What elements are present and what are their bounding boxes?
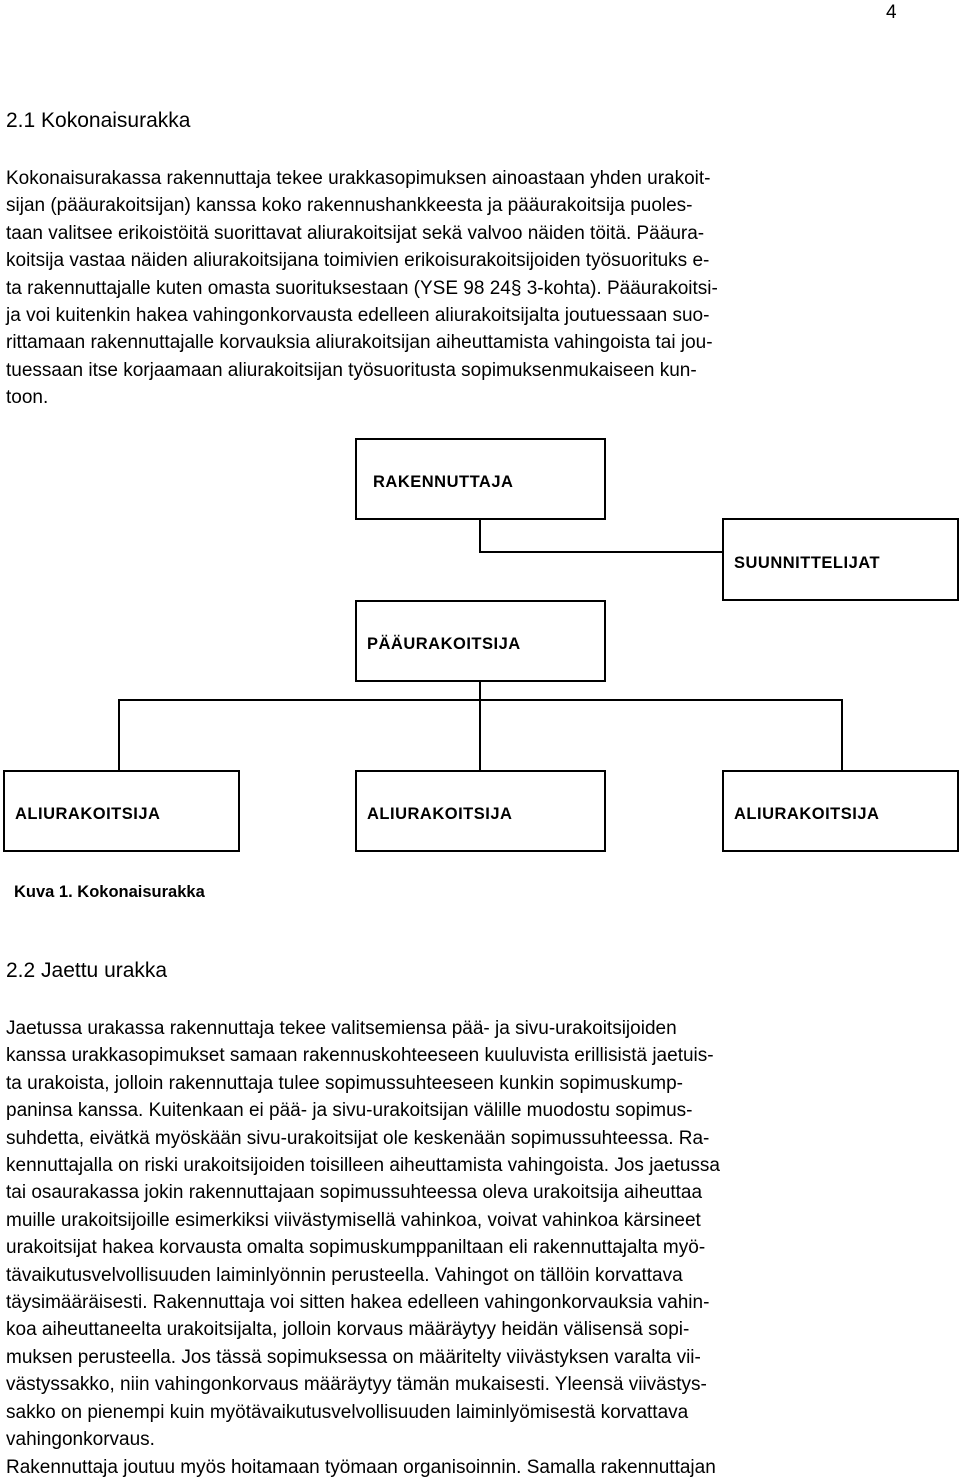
paragraph-line: Rakennuttaja joutuu myös hoitamaan työmaan organisoinnin. Samalla rakennuttajan — [6, 1456, 716, 1478]
box-label-aliurakoitsija: ALIURAKOITSIJA — [367, 805, 513, 823]
paragraph-line: suhdetta, eivätkä myöskään sivu-urakoitsijat ole keskenään sopimussuhteessa. Ra- — [6, 1127, 710, 1149]
paragraph-line: tuessaan itse korjaamaan aliurakoitsijan työsuoritusta sopimuksenmukaiseen kun- — [6, 359, 697, 381]
box-paaurakoitsija — [355, 600, 606, 682]
paragraph-line: tävaikutusvelvollisuuden laiminlyönnin perusteella. Vahingot on tällöin korvattava — [6, 1264, 683, 1286]
paragraph-line: ta urakoista, jolloin rakennuttaja tulee sopimussuhteeseen kunkin sopimuskump- — [6, 1072, 683, 1094]
paragraph-line: Kokonaisurakassa rakennuttaja tekee urakkasopimuksen ainoastaan yhden urakoit- — [6, 168, 711, 189]
paragraph-line: toon. — [6, 387, 49, 409]
section-heading-jaettu-urakka: 2.2 Jaettu urakka — [6, 959, 168, 982]
paragraph-line: taan valitsee erikoistöitä suorittavat aliurakoitsijat sekä valvoo näiden töitä. Pääura- — [6, 222, 705, 244]
paragraph-jaettu-urakka — [6, 1015, 901, 1481]
box-label-rakennuttaja: RAKENNUTTAJA — [373, 473, 514, 491]
paragraph-line: rittamaan rakennuttajalle korvauksia aliurakoitsijan aiheuttamista vahingoista tai jou- — [6, 332, 713, 354]
connector-line — [479, 680, 481, 700]
paragraph-line: paninsa kanssa. Kuitenkaan ei pää- ja sivu-urakoitsijan välille muodostu sopimus- — [6, 1100, 693, 1122]
paragraph-line: urakoitsijat hakea korvausta omalta sopimuskumppaniltaan eli rakennuttajalta myö- — [6, 1237, 706, 1259]
connector-line — [479, 518, 481, 552]
box-label-aliurakoitsija: ALIURAKOITSIJA — [15, 805, 161, 823]
box-aliurakoitsija-2 — [355, 770, 606, 852]
paragraph-line: muksen perusteella. Jos tässä sopimuksessa on määritelty viivästyksen varalta vii- — [6, 1346, 701, 1368]
box-aliurakoitsija-3 — [722, 770, 959, 852]
paragraph-line: kanssa urakkasopimukset samaan rakennuskohteeseen kuuluvista erillisistä jaetuis- — [6, 1045, 714, 1067]
connector-line — [479, 699, 481, 771]
figure-caption: Kuva 1. Kokonaisurakka — [14, 883, 205, 901]
connector-line — [118, 699, 120, 771]
box-label-paaurakoitsija: PÄÄURAKOITSIJA — [367, 635, 521, 653]
paragraph-line: sakko on pienempi kuin myötävaikutusvelvollisuuden laiminlyömisestä korvattava — [6, 1401, 689, 1423]
paragraph-kokonaisurakka — [6, 165, 901, 412]
paragraph-line: vahingonkorvaus. — [6, 1429, 155, 1451]
page-number: 4 — [886, 2, 897, 23]
box-suunnittelijat — [722, 518, 959, 601]
connector-line — [479, 551, 724, 553]
box-label-suunnittelijat: SUUNNITTELIJAT — [734, 554, 881, 572]
paragraph-line: koa aiheuttaneelta urakoitsijalta, jolloin korvaus määräytyy heidän välisensä sopi- — [6, 1319, 690, 1341]
paragraph-line: koitsija vastaa näiden aliurakoitsijana toimivien erikoisurakoitsijoiden työsuorituks e- — [6, 250, 710, 272]
box-rakennuttaja — [355, 438, 606, 520]
paragraph-line: ta rakennuttajalle kuten omasta suorituksestaan (YSE 98 24§ 3-kohta). Pääurakoitsi- — [6, 277, 718, 299]
section-heading-kokonaisurakka: 2.1 Kokonaisurakka — [6, 109, 191, 132]
paragraph-line: täysimääräisesti. Rakennuttaja voi sitten hakea edelleen vahingonkorvauksia vahin- — [6, 1292, 710, 1314]
paragraph-line: ja voi kuitenkin hakea vahingonkorvausta edelleen aliurakoitsijalta joutuessaan suo- — [6, 305, 710, 327]
paragraph-line: Jaetussa urakassa rakennuttaja tekee valitsemiensa pää- ja sivu-urakoitsijoiden — [6, 1018, 677, 1039]
paragraph-line: sijan (pääurakoitsijan) kanssa koko rakennushankkeesta ja pääurakoitsija puoles- — [6, 195, 693, 217]
org-chart — [0, 436, 960, 906]
box-aliurakoitsija-1 — [3, 770, 240, 852]
box-label-aliurakoitsija: ALIURAKOITSIJA — [734, 805, 880, 823]
paragraph-line: tai osaurakassa jokin rakennuttajaan sopimussuhteessa oleva urakoitsija aiheuttaa — [6, 1182, 703, 1204]
paragraph-line: muille urakoitsijoille esimerkiksi viivästymisellä vahinkoa, voivat vahinkoa kärsineet — [6, 1209, 701, 1231]
connector-line — [841, 699, 843, 771]
paragraph-line: kennuttajalla on riski urakoitsijoiden toisilleen aiheuttamista vahingoista. Jos jaetussa — [6, 1155, 720, 1177]
paragraph-line: västyssakko, niin vahingonkorvaus määräytyy tämän mukaisesti. Yleensä viivästys- — [6, 1374, 707, 1396]
